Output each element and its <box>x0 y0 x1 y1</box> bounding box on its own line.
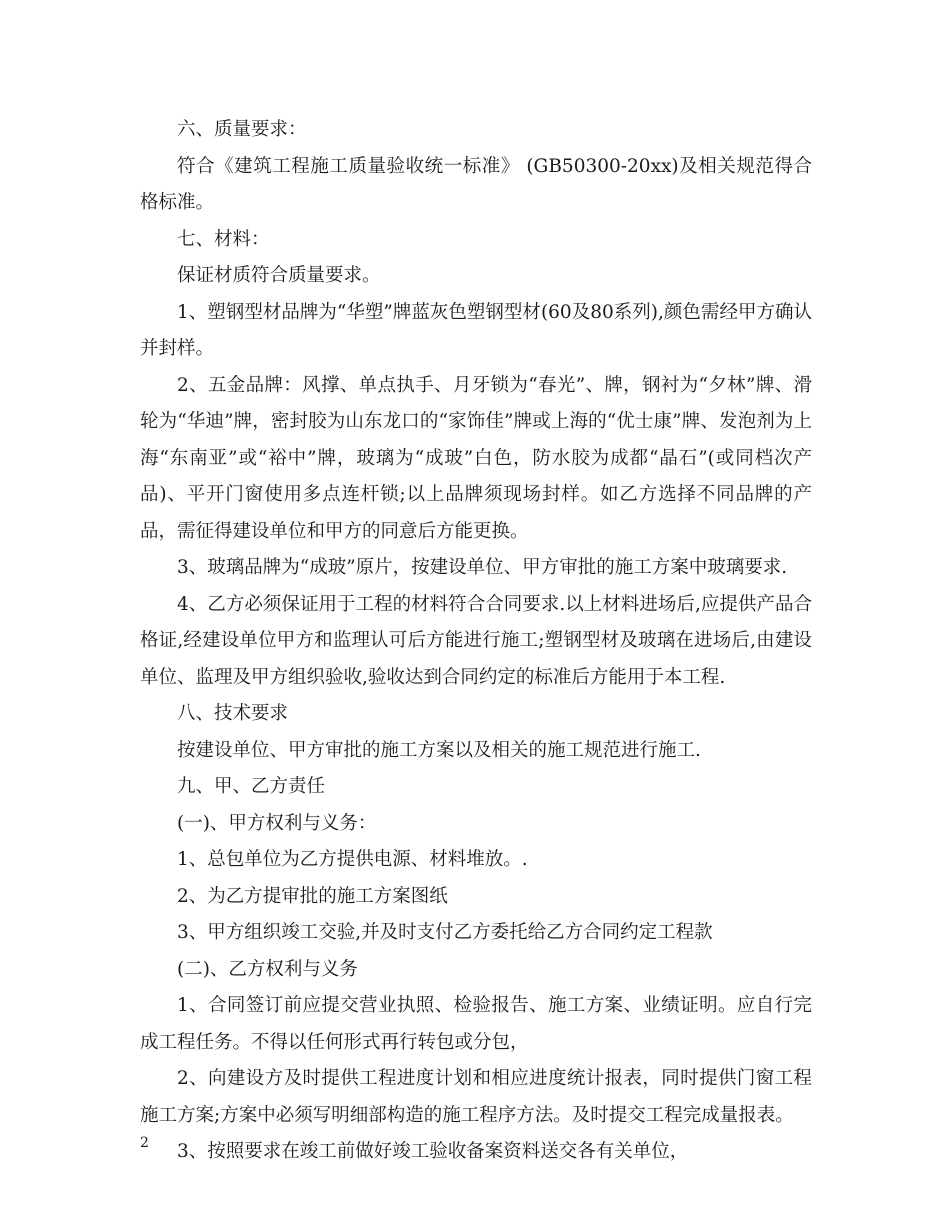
list-item-hardware-brand: 2、五金品牌：风撑、单点执手、月牙锁为“春光”、牌，钢衬为“夕林”牌、滑轮为“华迪”牌，密封胶为山东龙口的“家饰佳”牌或上海的“优士康”牌、发泡剂为上海“东南亚”或“裕中”牌，玻璃为“成玻”白色，防水胶为成都“晶石”(或同档次产品)、平开门窗使用多点连杆锁;以上品牌须现场封样。如乙方选择不同品牌的产品，需征得建设单位和甲方的同意后方能更换。 <box>140 374 812 542</box>
section-heading-materials: 七、材料： <box>177 228 270 250</box>
paragraph-material-quality: 保证材质符合质量要求。 <box>177 265 381 286</box>
list-item-party-b-2: 2、向建设方及时提供工程进度计划和相应进度统计报表，同时提供门窗工程施工方案;方案中必须写明细部构造的施工程序方法。及时提交工程完成量报表。 <box>140 1068 812 1126</box>
document-body <box>140 112 812 1171</box>
subheading-party-a: (一)、甲方权利与义务： <box>177 812 377 834</box>
section-heading-technical: 八、技术要求 <box>177 703 289 724</box>
section-heading-quality: 六、质量要求： <box>177 119 307 140</box>
list-item-profile-brand: 1、塑钢型材品牌为“华塑”牌蓝灰色塑钢型材(60及80系列),颜色需经甲方确认并封样。 <box>140 301 812 359</box>
list-item-party-b-1: 1、合同签订前应提交营业执照、检验报告、施工方案、业绩证明。应自行完成工程任务。不得以任何形式再行转包或分包， <box>140 995 812 1053</box>
page-number: 2 <box>140 1135 149 1151</box>
subheading-party-b: (二)、乙方权利与义务 <box>177 958 358 980</box>
list-item-party-a-2: 2、为乙方提审批的施工方案图纸 <box>177 885 448 907</box>
list-item-party-a-1: 1、总包单位为乙方提供电源、材料堆放。. <box>177 849 528 870</box>
paragraph-quality-standard: 符合《建筑工程施工质量验收统一标准》 (GB50300-20xx)及相关规范得合格标准。 <box>140 155 812 213</box>
paragraph-technical-requirements: 按建设单位、甲方审批的施工方案以及相关的施工规范进行施工. <box>177 739 701 761</box>
list-item-party-b-3: 3、按照要求在竣工前做好竣工验收备案资料送交各有关单位， <box>177 1141 689 1162</box>
list-item-glass-brand: 3、玻璃品牌为“成玻”原片，按建设单位、甲方审批的施工方案中玻璃要求. <box>177 557 788 578</box>
list-item-party-a-3: 3、甲方组织竣工交验,并及时支付乙方委托给乙方合同约定工程款 <box>177 922 713 943</box>
list-item-material-acceptance: 4、乙方必须保证用于工程的材料符合合同要求.以上材料进场后,应提供产品合格证,经建设单位甲方和监理认可后方能进行施工;塑钢型材及玻璃在进场后,由建设单位、监理及甲方组织验收,验收达到合同约定的标准后方能用于本工程. <box>140 593 812 688</box>
section-heading-responsibilities: 九、甲、乙方责任 <box>177 776 326 797</box>
